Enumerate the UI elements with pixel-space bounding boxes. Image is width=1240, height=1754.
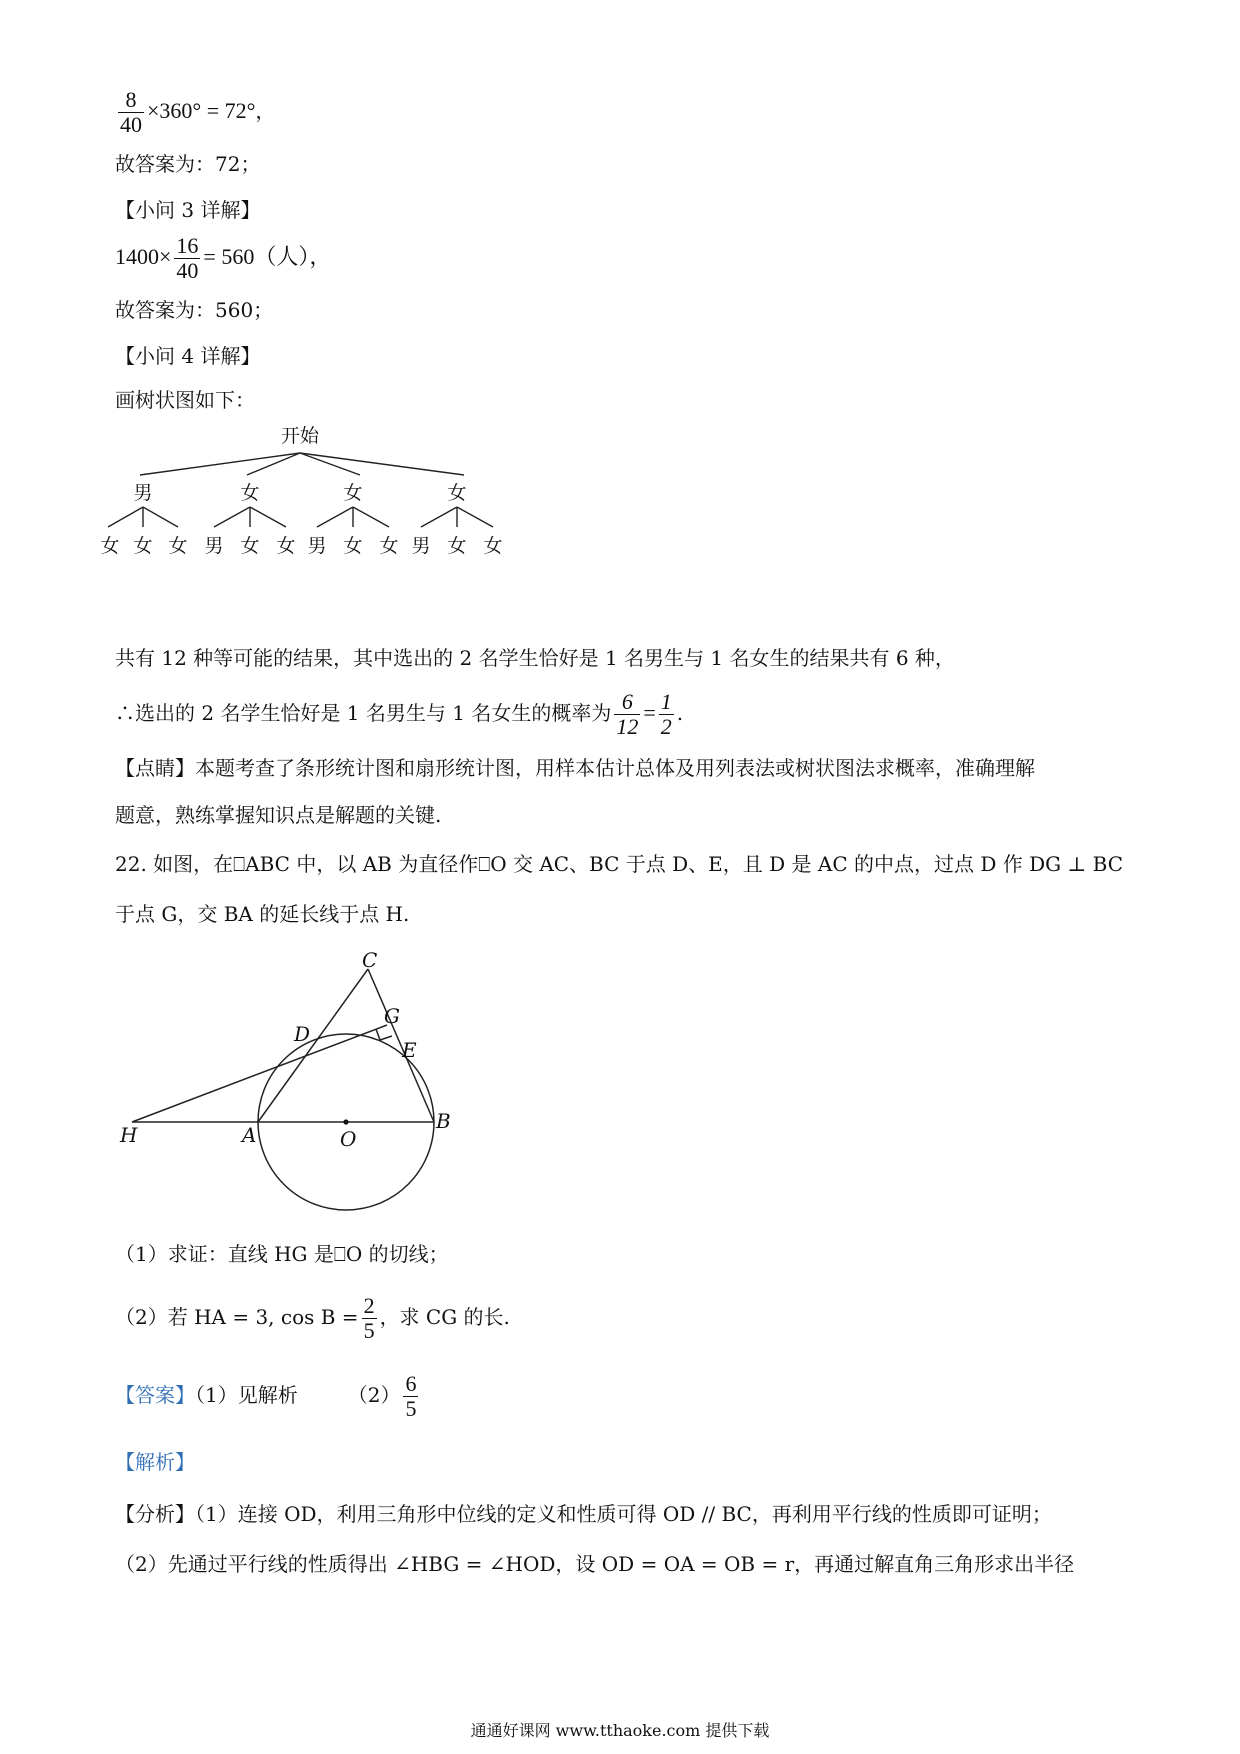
angle-calc-line: $\frac{8}{40}$ ×360° = 72°， bbox=[120, 87, 276, 137]
tree-leaf: 女 bbox=[276, 535, 296, 557]
label-c: C bbox=[362, 948, 378, 972]
label-d: D bbox=[294, 1022, 311, 1046]
tree-leaf: 女 bbox=[168, 535, 188, 557]
label-e: E bbox=[402, 1038, 417, 1062]
subquestion-4-heading: 【小问 4 详解】 bbox=[115, 344, 261, 368]
label-g: G bbox=[384, 1004, 400, 1028]
comment-line-2: 题意，熟练掌握知识点是解题的关键. bbox=[115, 803, 442, 827]
center-point bbox=[343, 1119, 348, 1124]
analysis-line-1: 【分析】（1）连接 OD，利用三角形中位线的定义和性质可得 OD // BC，再利用平行线的性质即可证明； bbox=[115, 1502, 1052, 1526]
tree-intro: 画树状图如下： bbox=[115, 388, 255, 412]
subquestion-3-heading: 【小问 3 详解】 bbox=[115, 198, 261, 222]
analysis-line-2: （2）先通过平行线的性质得出 ∠HBG = ∠HOD，设 OD = OA = OB = r，再通过解直角三角形求出半径 bbox=[115, 1552, 1075, 1576]
tree-branch-3: 女 bbox=[343, 482, 363, 504]
tree-leaf: 男 bbox=[204, 535, 224, 557]
tree-leaf: 女 bbox=[379, 535, 399, 557]
answer-tag: 【答案】 bbox=[115, 1383, 195, 1407]
answer-560: 故答案为：560； bbox=[115, 298, 274, 322]
tree-leaf: 女 bbox=[483, 535, 503, 557]
part-1: （1）求证：直线 HG 是⎕O 的切线； bbox=[115, 1242, 449, 1266]
fraction-2-5: $\frac{2}{5}$ bbox=[363, 1293, 375, 1343]
tree-leaf: 男 bbox=[307, 535, 327, 557]
answer-line: 【答案】（1）见解析 （2） $\frac{6}{5}$ bbox=[115, 1371, 417, 1421]
tree-branch-1: 男 bbox=[133, 482, 153, 504]
question-22-line-2: 于点 G，交 BA 的延长线于点 H. bbox=[115, 902, 410, 926]
comment-line-1: 【点睛】本题考查了条形统计图和扇形统计图，用样本估计总体及用列表法或树状图法求概率，准确理解 bbox=[115, 756, 1035, 780]
part-2: （2）若 HA = 3, cos B = $\frac{2}{5}$ ，求 CG 的长. bbox=[115, 1293, 510, 1343]
tree-branch-4: 女 bbox=[447, 482, 467, 504]
fraction-1-2: $\frac{1}{2}$ bbox=[660, 689, 672, 739]
tree-diagram bbox=[100, 420, 520, 570]
label-a: A bbox=[242, 1123, 257, 1147]
geometry-figure bbox=[110, 945, 470, 1225]
probability-line: ∴选出的 2 名学生恰好是 1 名男生与 1 名女生的概率为 $\frac{6}{12}$ = $\frac{1}{2}$ . bbox=[115, 689, 684, 739]
answer-72: 故答案为：72； bbox=[115, 152, 261, 176]
analysis-tag: 【解析】 bbox=[115, 1450, 195, 1474]
estimate-calc-line: 1400× $\frac{16}{40}$ = 560（人）， bbox=[115, 233, 332, 283]
question-22-line-1: 22. 如图，在⎕ABC 中，以 AB 为直径作⎕O 交 AC、BC 于点 D、E，且 D 是 AC 的中点，过点 D 作 DG ⊥ BC bbox=[115, 852, 1124, 876]
footer-source: 通通好课网 www.tthaoke.com 提供下载 bbox=[470, 1721, 770, 1740]
fraction-16-40: $\frac{16}{40}$ bbox=[176, 233, 199, 283]
tree-leaf: 女 bbox=[133, 535, 153, 557]
missing-glyph-box: ⎕ bbox=[333, 1242, 346, 1266]
label-h: H bbox=[120, 1123, 138, 1147]
tree-leaf: 女 bbox=[447, 535, 467, 557]
result-count-line: 共有 12 种等可能的结果，其中选出的 2 名学生恰好是 1 名男生与 1 名女生的结果共有 6 种， bbox=[115, 646, 955, 670]
angle-expression: ×360° = 72° bbox=[147, 98, 256, 123]
fraction-8-40: $\frac{8}{40}$ bbox=[120, 87, 142, 137]
tree-leaf: 男 bbox=[411, 535, 431, 557]
missing-glyph-box: ⎕ bbox=[233, 852, 246, 876]
fraction-6-12: $\frac{6}{12}$ bbox=[616, 689, 639, 739]
label-o: O bbox=[340, 1127, 357, 1151]
missing-glyph-box: ⎕ bbox=[478, 852, 491, 876]
tree-root: 开始 bbox=[280, 425, 320, 447]
tree-leaf: 女 bbox=[100, 535, 120, 557]
fraction-6-5: $\frac{6}{5}$ bbox=[405, 1371, 417, 1421]
tree-branch-2: 女 bbox=[240, 482, 260, 504]
tree-leaf: 女 bbox=[240, 535, 260, 557]
label-b: B bbox=[436, 1109, 451, 1133]
tree-leaf: 女 bbox=[343, 535, 363, 557]
